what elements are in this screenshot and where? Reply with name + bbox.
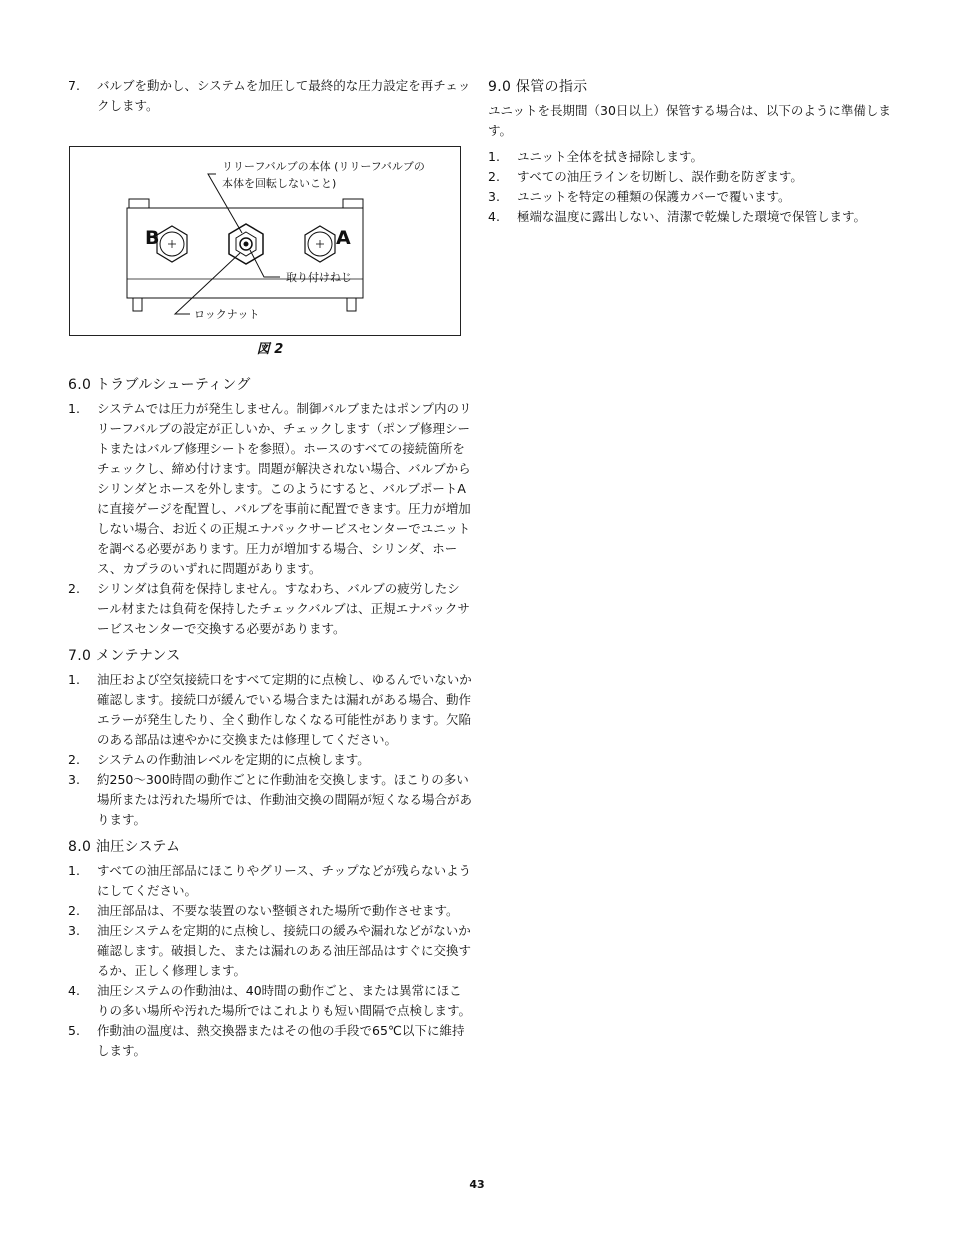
intro-list [68,76,472,116]
section-7-title: 7.0 メンテナンス [68,648,181,664]
item-text: システムでは圧力が発生しません。制御バルブまたはポンプ内のリリーフバルブの設定が正しいか、チェックします（ポンプ修理シートまたはバルブ修理シートを参照）。ホースのすべての接続箇所をチェックし、締め付けます。問題が解決されない場合、バルブからシリンダとホースを外します。このようにすると、バルブポートAに直接ゲージを配置し、バルブを事前に配置できます。圧力が増加しない場合、お近くの正規エナパックサービスセンターでユニットを調べる必要があります。圧力が増加する場合、シリンダ、ホース、カプラのいずれに問題があります。 [97,401,472,576]
list-item [488,187,894,207]
valve-diagram [70,147,460,335]
list-item [68,861,472,901]
item-number: 3. [68,923,80,938]
list-item [488,167,894,187]
item-number: 1. [68,401,80,416]
item-text: ユニットを特定の種類の保護カバーで覆います。 [517,189,791,204]
item-number: 2. [68,581,80,596]
item-text: 油圧システムを定期的に点検し、接続口の緩みや漏れなどがないか確認します。破損した、または漏れのある油圧部品はすぐに交換するか、正しく修理します。 [97,923,472,978]
item-text: 作動油の温度は、熱交換器またはその他の手段で65℃以下に維持します。 [97,1023,465,1058]
relief-valve-label: リリーフバルブの本体 (リリーフバルブの [222,160,425,173]
port-a-label: A [336,227,351,249]
list-item [68,981,472,1021]
item-text: 油圧部品は、不要な装置のない整頓された場所で動作させます。 [97,903,459,918]
item-text: すべての油圧ラインを切断し、誤作動を防ぎます。 [517,169,803,184]
item-number: 1. [488,149,500,164]
item-text: バルブを動かし、システムを加圧して最終的な圧力設定を再チェックします。 [97,78,471,113]
item-number: 4. [488,209,500,224]
section-7-list [68,670,472,830]
list-item [68,579,472,639]
item-number: 1. [68,672,80,687]
list-item [68,750,472,770]
item-number: 2. [68,752,80,767]
section-6-title: 6.0 トラブルシューティング [68,377,251,393]
item-number: 3. [488,189,500,204]
section-8-title: 8.0 油圧システム [68,839,181,855]
list-item [68,921,472,981]
item-text: システムの作動油レベルを定期的に点検します。 [97,752,370,767]
list-item [68,901,472,921]
item-number: 2. [68,903,80,918]
section-6-list [68,399,472,639]
item-text: 油圧システムの作動油は、40時間の動作ごと、または異常にほこりの多い場所や汚れた場所ではこれよりも短い間隔で点検します。 [97,983,472,1018]
list-item [488,207,894,227]
figure-caption: 図 2 [256,342,284,357]
mounting-screw-label: 取り付けねじ [286,271,352,284]
list-item [68,1021,472,1061]
item-number: 5. [68,1023,80,1038]
list-item [68,76,472,116]
item-number: 1. [68,863,80,878]
item-number: 7. [68,78,80,93]
list-item [488,147,894,167]
list-item [68,670,472,750]
item-number: 4. [68,983,80,998]
left-column [68,76,472,1061]
item-text: シリンダは負荷を保持しません。すなわち、バルブの疲労したシール材または負荷を保持したチェックバルブは、正規エナパックサービスセンターで交換する必要があります。 [97,581,470,636]
locknut-label: ロックナット [194,308,260,321]
item-text: ユニット全体を拭き掃除します。 [517,149,704,164]
figure-relief-valve [69,146,461,336]
right-column [488,76,894,227]
relief-valve-label-2: 本体を回転しないこと) [222,177,337,190]
item-number: 3. [68,772,80,787]
item-text: 極端な温度に露出しない、清潔で乾燥した環境で保管します。 [517,209,867,224]
page-number: 43 [469,1178,485,1191]
list-item [68,770,472,830]
item-number: 2. [488,169,500,184]
list-item [68,399,472,579]
item-text: 油圧および空気接続口をすべて定期的に点検し、ゆるんでいないか確認します。接続口が緩んでいる場合または漏れがある場合、動作エラーが発生したり、全く動作しなくなる可能性があります。欠陥のある部品は速やかに交換または修理してください。 [97,672,472,747]
section-9-intro: ユニットを長期間（30日以上）保管する場合は、以下のように準備します。 [488,103,891,138]
section-9-list [488,147,894,227]
item-text: 約250～300時間の動作ごとに作動油を交換します。ほこりの多い場所または汚れた場所では、作動油交換の間隔が短くなる場合があります。 [97,772,473,827]
item-text: すべての油圧部品にほこりやグリース、チップなどが残らないようにしてください。 [97,863,472,898]
section-8-list [68,861,472,1061]
section-9-title: 9.0 保管の指示 [488,79,588,95]
port-b-label: B [145,227,160,249]
